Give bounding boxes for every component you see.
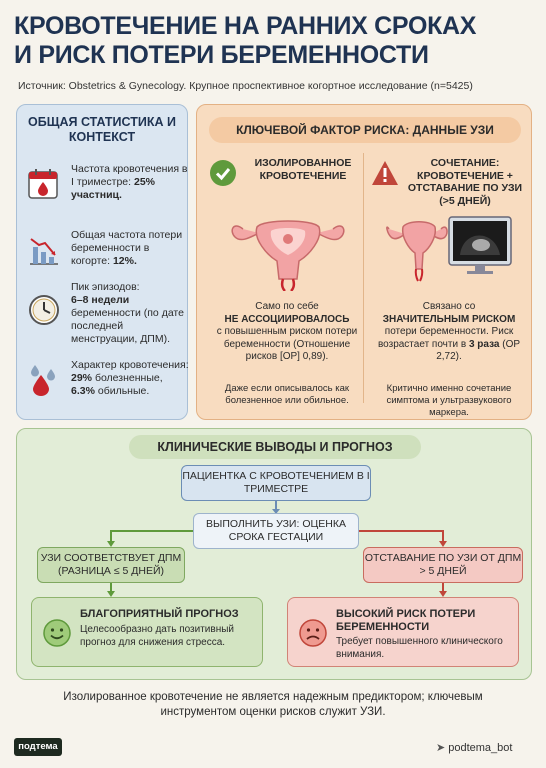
favorable-prognosis-box [31, 597, 263, 667]
stat4-text: Характер кровотечения: [71, 359, 189, 371]
uterus-ultrasound-illustration [385, 207, 515, 291]
clinical-conclusions-heading: КЛИНИЧЕСКИЕ ВЫВОДЫ И ПРОГНОЗ [129, 435, 421, 459]
stat2-text: Общая частота потери беременности в когорте: [71, 229, 183, 267]
stat-bleeding-frequency [27, 163, 187, 221]
isolated-bleeding-note: Даже если описывалось как болезненное или обильное. [224, 383, 350, 406]
isolated-bleeding-text: Само по себе НЕ АССОЦИИРОВАЛОСЬ с повышенным риском потери беременности (Отношение рисков [ОР] 0,89). [216, 301, 358, 362]
title-line-2: И РИСК ПОТЕРИ БЕРЕМЕННОСТИ [14, 41, 429, 69]
title-line-1: КРОВОТЕЧЕНИЕ НА РАННИХ СРОКАХ [14, 12, 477, 40]
ultrasound-matches-box: УЗИ СООТВЕТСТВУЕТ ДПМ (РАЗНИЦА ≤ 5 ДНЕЙ) [37, 547, 185, 583]
favorable-prognosis-title: БЛАГОПРИЯТНЫЙ ПРОГНОЗ [80, 608, 239, 620]
stat4-text3: обильные. [97, 385, 150, 397]
combined-risk-note: Критично именно сочетание симптома и ультразвукового маркера. [386, 383, 512, 418]
calendar-blood-icon [27, 167, 61, 201]
general-stats-panel [16, 104, 188, 420]
ultrasound-risk-heading: КЛЮЧЕВОЙ ФАКТОР РИСКА: ДАННЫЕ УЗИ [209, 117, 521, 143]
stat-peak-episodes [27, 281, 187, 351]
combined-risk-column [371, 151, 527, 417]
stat3-value: 6–8 недели [71, 294, 130, 306]
isolated-bleeding-title: ИЗОЛИРОВАННОЕ КРОВОТЕЧЕНИЕ [254, 157, 352, 182]
stat1-text: Частота кровотечения в I триместре: [71, 163, 188, 188]
brand-logo: подтема [14, 738, 62, 756]
stat3-text1: Пик эпизодов: [71, 281, 140, 293]
ultrasound-risk-panel [196, 104, 532, 420]
channel-name: podtema_bot [448, 742, 513, 754]
general-stats-heading: ОБЩАЯ СТАТИСТИКА И КОНТЕКСТ [28, 115, 176, 144]
uterus-illustration [223, 207, 353, 291]
smiling-face-icon [42, 618, 72, 648]
stat-loss-frequency [27, 229, 187, 281]
check-icon [209, 159, 237, 187]
ultrasound-lag-box: ОТСТАВАНИЕ ПО УЗИ ОТ ДПМ > 5 ДНЕЙ [363, 547, 523, 583]
stat2-value: 12%. [112, 255, 137, 267]
high-risk-text: Требует повышенного клинического внимания. [336, 636, 503, 660]
stat4-value1: 29% [71, 372, 93, 384]
high-risk-box [287, 597, 519, 667]
page-title [14, 12, 534, 70]
combined-risk-text: Связано со ЗНАЧИТЕЛЬНЫМ РИСКОМ потери беременности. Риск возрастает почти в 3 раза (ОР 2,72). [377, 301, 521, 362]
telegram-icon: ➤ [436, 742, 446, 754]
worried-face-icon [298, 618, 328, 648]
clinical-conclusions-panel [16, 428, 532, 680]
stat4-value2: 6.3% [71, 385, 95, 397]
patient-bleeding-box: ПАЦИЕНТКА С КРОВОТЕЧЕНИЕМ В I ТРИМЕСТРЕ [181, 465, 371, 501]
favorable-prognosis-text: Целесообразно дать позитивный прогноз для снижения стресса. [80, 624, 234, 648]
warning-icon [371, 159, 399, 187]
stat3-text2: беременности (по дате последней менструации, ДПМ). [71, 307, 184, 345]
blood-drops-icon [27, 363, 61, 397]
conclusion-text: Изолированное кровотечение не является надежным предиктором; ключевым инструментом оценки рисков служит УЗИ. [63, 691, 483, 718]
clock-icon [27, 293, 61, 327]
high-risk-title: ВЫСОКИЙ РИСК ПОТЕРИ БЕРЕМЕННОСТИ [336, 608, 476, 633]
telegram-channel-link[interactable] [436, 741, 512, 754]
isolated-bleeding-column [209, 151, 365, 417]
stat1-value: 25% участниц. [71, 176, 155, 201]
source-note: Источник: Obstetrics & Gynecology. Крупное проспективное когортное исследование (n=5425) [18, 80, 473, 92]
stat4-text2: болезненные, [94, 372, 163, 384]
stat-bleeding-character [27, 359, 187, 415]
perform-ultrasound-box: ВЫПОЛНИТЬ УЗИ: ОЦЕНКА СРОКА ГЕСТАЦИИ [193, 513, 359, 549]
declining-chart-icon [27, 233, 61, 267]
combined-risk-title: СОЧЕТАНИЕ: КРОВОТЕЧЕНИЕ + ОТСТАВАНИЕ ПО УЗИ (>5 ДНЕЙ) [407, 157, 523, 207]
